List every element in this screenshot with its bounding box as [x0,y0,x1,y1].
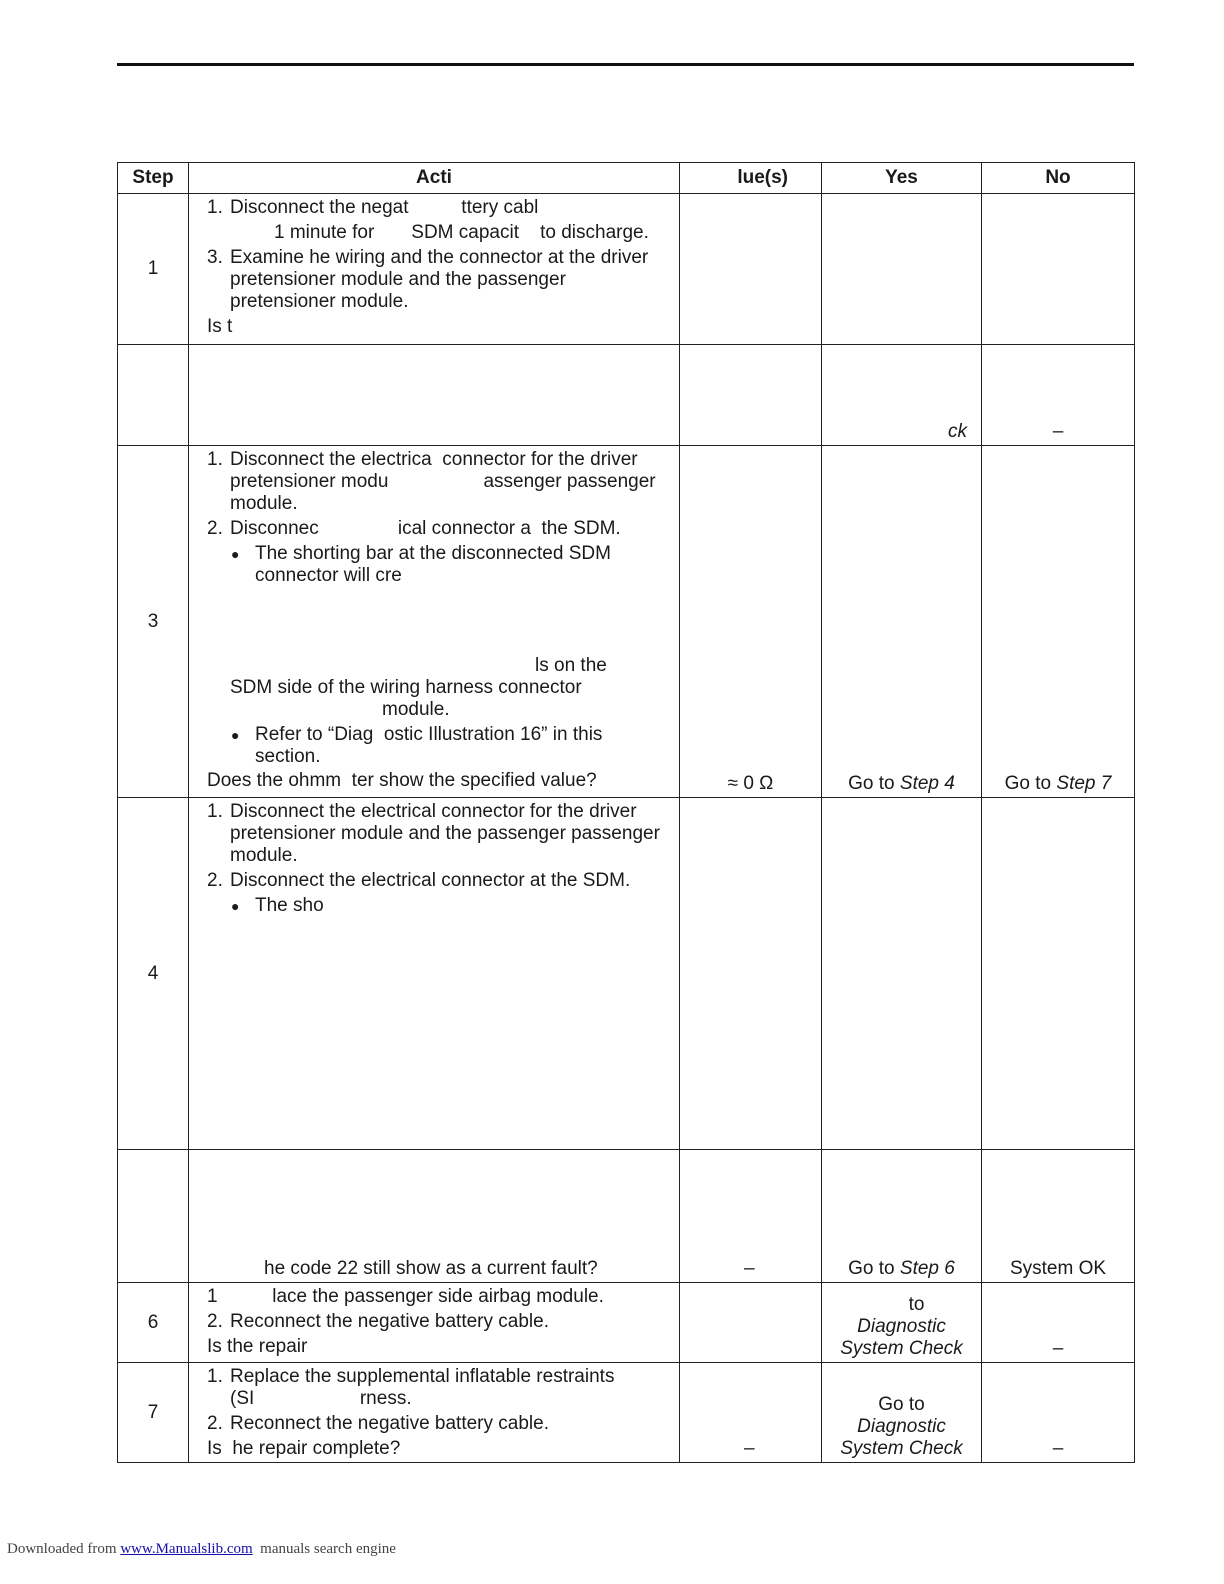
bullet-icon: ● [231,727,240,743]
action-text: 1 minute for SDM capacit to discharge. [274,222,649,243]
bullet-text: The sho [255,895,324,916]
yes-cell [822,446,982,798]
header-value: lue(s) [680,163,822,194]
value-cell: – [680,1363,822,1463]
footer-suffix: manuals search engine [252,1541,396,1557]
step-number: 1 [118,194,189,345]
yes-cell [822,798,982,1150]
header-no: No [982,163,1135,194]
yes-line: System Check [840,1338,963,1359]
no-cell: System OK [982,1150,1135,1283]
step-number: 7 [118,1363,189,1463]
list-number: 2. [207,870,223,891]
yes-line: Diagnostic [857,1416,946,1437]
yes-prefix: Go to [848,1258,900,1279]
bullet-text: Refer to “Diag ostic Illustration 16” in this section. [255,724,608,767]
question-text: he code 22 still show as a current fault? [264,1258,598,1279]
action-text: Disconnect the electrica connector for the driver pretensioner modu assenger passenger module. [230,449,661,514]
yes-prefix: Go to [848,773,900,794]
step-number [118,1150,189,1283]
action-text: Disconnect the negat ttery cabl [230,197,539,218]
yes-text: ck [948,421,967,442]
yes-step-link: Step 6 [899,1258,955,1279]
yes-line: System Check [840,1438,963,1459]
action-text: Reconnect the negative battery cable. [230,1413,549,1434]
list-number: 3. [207,247,223,268]
yes-cell [822,1150,982,1283]
action-text: (SI rness. [230,1388,412,1409]
footer-prefix: Downloaded from [7,1541,121,1557]
value-cell: – [680,1150,822,1283]
value-cell [680,194,822,345]
action-cell [189,798,680,1150]
footer-link[interactable]: www.Manualslib.com [120,1541,253,1557]
no-cell [982,798,1135,1150]
list-number: 1. [207,1366,223,1387]
action-text: Disconnec ical connector a the SDM. [230,518,621,539]
text-fragment: ls on the [535,655,607,676]
question-text: Is the repair [207,1336,308,1357]
no-cell [982,446,1135,798]
table-row [118,1363,1135,1463]
header-action: Acti [189,163,680,194]
step-number: 3 [118,446,189,798]
yes-cell [822,1283,982,1363]
text-fragment: SDM side of the wiring harness connector [230,677,582,698]
no-cell: – [982,1283,1135,1363]
table-row [118,345,1135,446]
yes-step-link: Step 4 [899,773,955,794]
table-row [118,1150,1135,1283]
header-yes: Yes [822,163,982,194]
action-cell [189,1150,680,1283]
no-cell [982,194,1135,345]
list-number: 2. [207,1413,223,1434]
action-cell [189,345,680,446]
action-text: Disconnect the electrical connector at the SDM. [230,870,631,891]
yes-line: Go to [878,1394,925,1415]
list-number: 2. [207,1311,223,1332]
list-number: 1 [207,1286,218,1307]
yes-cell [822,345,982,446]
footer [7,1541,396,1558]
question-text: Does the ohmm ter show the specified value? [207,770,597,791]
question-text: Is t [207,316,233,337]
step-number [118,345,189,446]
question-text: Is he repair complete? [207,1438,401,1459]
step-number: 4 [118,798,189,1150]
table-row [118,1283,1135,1363]
action-text: Replace the supplemental inflatable restraints [230,1366,615,1387]
yes-line: to [908,1294,925,1315]
table-row [118,446,1135,798]
action-cell [189,1283,680,1363]
step-number: 6 [118,1283,189,1363]
list-number: 2. [207,518,223,539]
action-cell [189,446,680,798]
table-row [118,798,1135,1150]
action-text: Examine he wiring and the connector at the driver pretensioner module and the passenger pretensioner module. [230,247,649,312]
yes-line: Diagnostic [857,1316,946,1337]
list-number: 1. [207,197,223,218]
diagnostic-table [117,162,1135,1463]
value-cell: ≈ 0 Ω [680,446,822,798]
list-number: 1. [207,449,223,470]
action-text: Disconnect the electrical connector for the driver pretensioner module and the passenger passenger module. [230,801,660,866]
value-cell [680,1283,822,1363]
no-prefix: Go to [1004,773,1057,794]
bullet-icon: ● [231,898,240,914]
list-number: 1. [207,801,223,822]
top-rule [117,63,1134,66]
no-cell: – [982,345,1135,446]
no-cell: – [982,1363,1135,1463]
yes-cell [822,194,982,345]
table-header-row [118,163,1135,194]
header-step: Step [118,163,189,194]
action-cell [189,1363,680,1463]
value-cell [680,798,822,1150]
no-step-link: Step 7 [1056,773,1112,794]
yes-cell [822,1363,982,1463]
value-cell [680,345,822,446]
table-row [118,194,1135,345]
text-fragment: module. [382,699,450,720]
bullet-text: The shorting bar at the disconnected SDM connector will cre [255,543,611,586]
action-text: Reconnect the negative battery cable. [230,1311,549,1332]
bullet-icon: ● [231,546,240,562]
action-cell [189,194,680,345]
action-text: lace the passenger side airbag module. [230,1286,604,1307]
